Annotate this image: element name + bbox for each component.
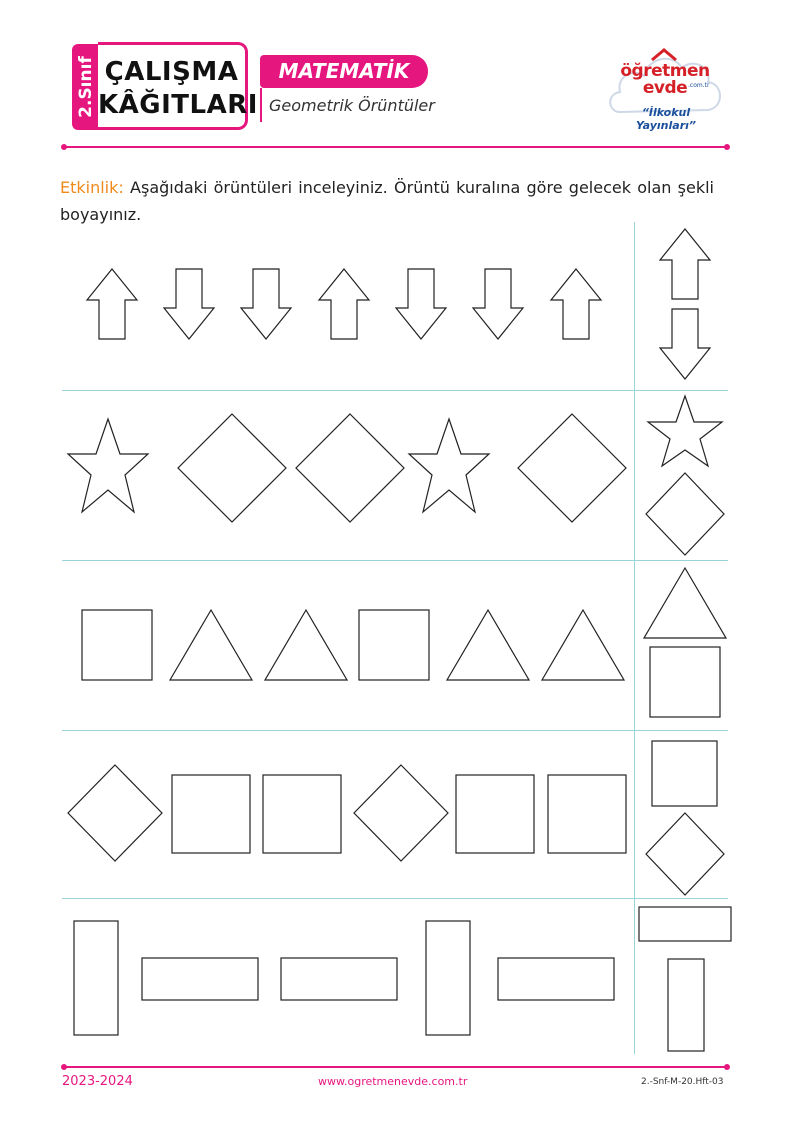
pattern-shape-square-icon	[455, 774, 535, 854]
footer-rule	[64, 1066, 726, 1068]
pattern-shape-star-icon	[67, 418, 149, 514]
footer-year: 2023-2024	[62, 1074, 133, 1089]
instruction-text: Aşağıdaki örüntüleri inceleyiniz. Örüntü kuralına göre gelecek olan şekli boyayınız.	[60, 178, 714, 224]
answer-option-tall-rectangle-icon[interactable]	[667, 958, 705, 1052]
pattern-shape-arrow-up-icon	[550, 268, 602, 340]
pattern-shape-tall-rectangle-icon	[425, 920, 471, 1036]
title-line-2: KÂĞITLARI	[98, 90, 258, 120]
subject-badge: MATEMATİK	[260, 55, 428, 88]
logo-name-line1: öğretmen	[620, 61, 710, 81]
pattern-shape-wide-rectangle-icon	[141, 957, 259, 1001]
pattern-shape-arrow-up-icon	[86, 268, 138, 340]
logo-name	[606, 63, 724, 97]
instruction-label: Etkinlik:	[60, 178, 124, 197]
answer-option-square-icon[interactable]	[649, 646, 721, 718]
logo-name-line2: evde	[642, 78, 688, 98]
pattern-shape-triangle-icon	[446, 609, 530, 681]
footer-website-link[interactable]: www.ogretmenevde.com.tr	[318, 1075, 468, 1088]
pattern-shape-diamond-icon	[67, 764, 163, 862]
grade-label: 2.Sınıf	[76, 56, 96, 118]
topic-title: Geometrik Örüntüler	[269, 96, 435, 115]
pattern-shape-diamond-icon	[177, 413, 287, 523]
pattern-shape-tall-rectangle-icon	[73, 920, 119, 1036]
answer-column-divider	[634, 222, 635, 1054]
footer-rule-dot-right	[724, 1064, 730, 1070]
pattern-shape-triangle-icon	[264, 609, 348, 681]
pattern-shape-square-icon	[171, 774, 251, 854]
row-separator	[62, 730, 728, 731]
footer-rule-dot-left	[61, 1064, 67, 1070]
header-rule-dot-right	[724, 144, 730, 150]
answer-option-arrow-up-icon[interactable]	[659, 228, 711, 300]
pattern-shape-arrow-down-icon	[395, 268, 447, 340]
row-separator	[62, 390, 728, 391]
logo-domain: .com.tr	[688, 82, 710, 89]
pattern-shape-diamond-icon	[353, 764, 449, 862]
pattern-shape-square-icon	[547, 774, 627, 854]
pattern-shape-triangle-icon	[541, 609, 625, 681]
pattern-shape-arrow-down-icon	[472, 268, 524, 340]
worksheet-title-box	[98, 42, 258, 130]
pattern-shape-arrow-up-icon	[318, 268, 370, 340]
grade-tab	[72, 44, 100, 130]
row-separator	[62, 560, 728, 561]
header-rule	[64, 146, 726, 148]
pattern-shape-square-icon	[262, 774, 342, 854]
answer-option-arrow-down-icon[interactable]	[659, 308, 711, 380]
pattern-shape-arrow-down-icon	[240, 268, 292, 340]
pattern-shape-triangle-icon	[169, 609, 253, 681]
logo-tagline: “İlkokul Yayınları”	[636, 106, 696, 132]
title-line-1: ÇALIŞMA	[104, 57, 239, 87]
answer-option-square-icon[interactable]	[651, 740, 718, 807]
answer-option-wide-rectangle-icon[interactable]	[638, 906, 732, 942]
footer-document-code: 2.-Snf-M-20.Hft-03	[641, 1077, 724, 1087]
row-separator	[62, 898, 728, 899]
pattern-shape-square-icon	[81, 609, 153, 681]
answer-option-diamond-icon[interactable]	[645, 812, 725, 896]
answer-option-star-icon[interactable]	[647, 395, 723, 467]
pattern-shape-diamond-icon	[517, 413, 627, 523]
pattern-shape-star-icon	[408, 418, 490, 514]
answer-option-diamond-icon[interactable]	[645, 472, 725, 556]
pattern-shape-wide-rectangle-icon	[497, 957, 615, 1001]
pattern-shape-diamond-icon	[295, 413, 405, 523]
subject-divider	[260, 88, 262, 122]
instruction	[60, 174, 714, 228]
pattern-shape-square-icon	[358, 609, 430, 681]
pattern-shape-arrow-down-icon	[163, 268, 215, 340]
answer-option-triangle-icon[interactable]	[643, 567, 727, 639]
pattern-shape-wide-rectangle-icon	[280, 957, 398, 1001]
header-rule-dot-left	[61, 144, 67, 150]
